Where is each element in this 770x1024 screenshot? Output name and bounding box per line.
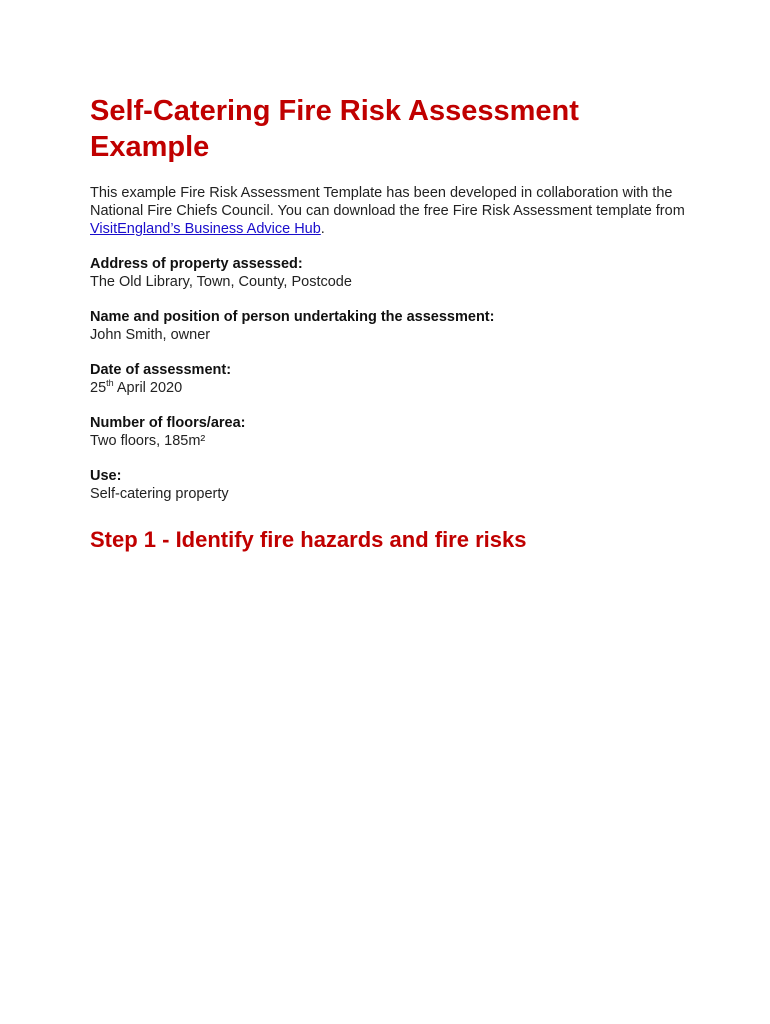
assessor-value: John Smith, owner	[90, 327, 211, 343]
use-value: Self-catering property	[90, 486, 229, 502]
address-field	[90, 255, 690, 291]
step-1-heading: Step 1 - Identify fire hazards and fire risks	[90, 527, 527, 552]
intro-text: This example Fire Risk Assessment Template has been developed in collaboration with the National Fire Chiefs Council. You can download the free Fire Risk Assessment template from	[90, 185, 685, 219]
date-month-year: April 2020	[113, 380, 183, 396]
date-field	[90, 361, 690, 397]
document-content	[90, 93, 690, 554]
assessor-label: Name and position of person undertaking the assessment:	[90, 309, 495, 325]
floors-field	[90, 414, 690, 450]
use-field	[90, 467, 690, 503]
assessor-field	[90, 308, 690, 344]
address-value: The Old Library, Town, County, Postcode	[90, 274, 352, 290]
address-label: Address of property assessed:	[90, 256, 303, 272]
floors-label: Number of floors/area:	[90, 415, 246, 431]
date-label: Date of assessment:	[90, 362, 232, 378]
floors-value: Two floors, 185m²	[90, 433, 206, 449]
use-label: Use:	[90, 468, 122, 484]
business-advice-hub-link[interactable]: VisitEngland’s Business Advice Hub	[90, 221, 321, 237]
document-title: Self-Catering Fire Risk Assessment Example	[90, 95, 579, 163]
intro-text-end: .	[320, 221, 325, 237]
date-day: 25	[90, 380, 107, 396]
date-ordinal-suffix: th	[106, 378, 114, 389]
intro-paragraph	[90, 184, 690, 238]
date-value	[90, 379, 690, 397]
